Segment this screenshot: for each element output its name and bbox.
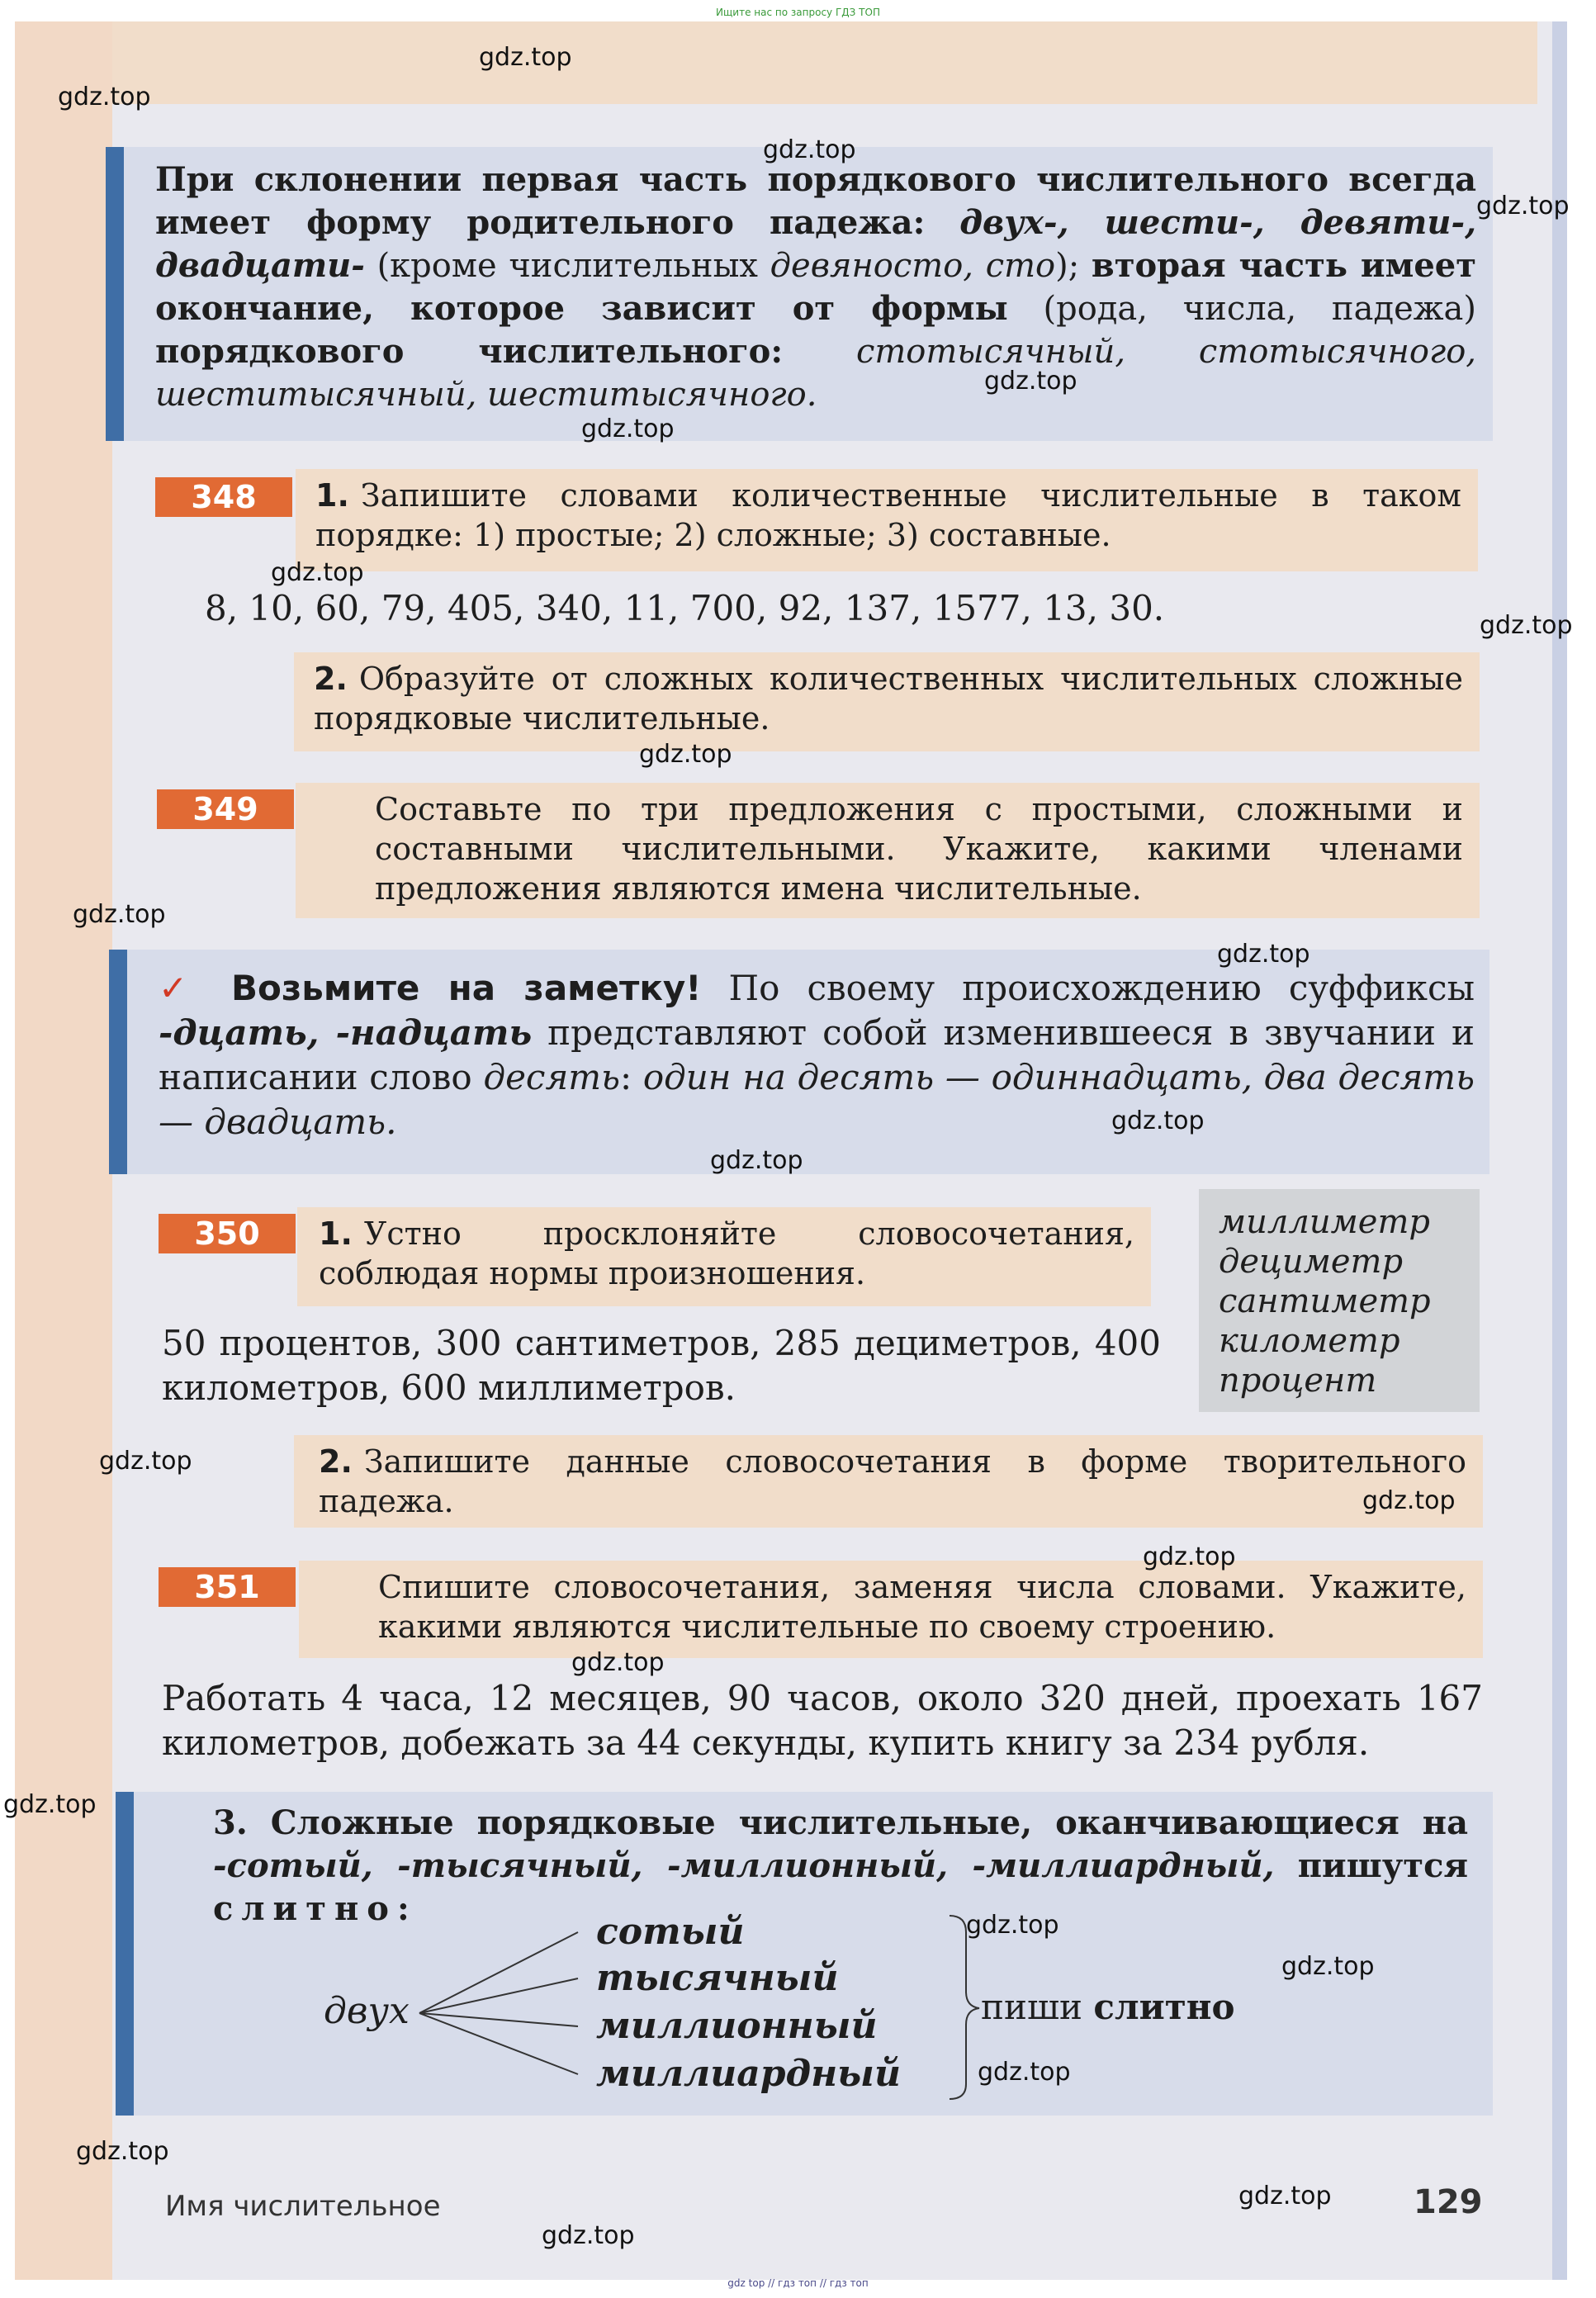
rule-accent-bar [106, 147, 124, 441]
note-text-1: По своему происхождению суффиксы [728, 968, 1475, 1008]
rule-paren-a: (кроме числительных [377, 247, 758, 285]
diagram-branch: сотый [596, 1911, 745, 1953]
exercise-number-348: 348 [155, 477, 292, 517]
task-text: Спишите словосочетания, заменяя числа словами. Укажите, какими являются числительные по своему строению. [378, 1569, 1466, 1645]
watermark: gdz.top [58, 83, 151, 111]
task-number: 1. [315, 477, 349, 514]
watermark: gdz.top [966, 1911, 1059, 1940]
exercise-350-task-1 [297, 1207, 1151, 1306]
rule-paren-italic: девяносто, сто [770, 247, 1056, 285]
rule3-endings: -сотый, -тысячный, -миллионный, -миллиардный, [213, 1846, 1275, 1885]
page-edge [1552, 21, 1567, 2280]
diagram-branch: миллионный [596, 2005, 878, 2047]
footer-links[interactable]: gdz top // гдз топ // гдз топ [727, 2277, 869, 2289]
watermark: gdz.top [1217, 940, 1310, 969]
watermark: gdz.top [571, 1648, 665, 1677]
watermark: gdz.top [1143, 1542, 1236, 1571]
exercise-number-349: 349 [157, 789, 294, 829]
diagram-result-a: пиши [981, 1987, 1083, 2027]
watermark: gdz.top [73, 900, 166, 929]
task-number: 2. [319, 1443, 353, 1480]
exercise-348-task-2 [294, 652, 1480, 751]
rule3-spaced: слитно: [213, 1889, 418, 1928]
watermark: gdz.top [639, 740, 732, 769]
diagram-branch: тысячный [596, 1957, 839, 1999]
task-text: Образуйте от сложных количественных числительных сложные порядковые числительные. [314, 661, 1463, 737]
rule-text-top [155, 159, 1476, 416]
section-title: Имя числительное [165, 2190, 441, 2223]
rule-box-top [106, 147, 1493, 441]
rule-paren-b: ); [1055, 247, 1080, 285]
exercise-350-phrases: 50 процентов, 300 сантиметров, 285 дециметров, 400 километров, 600 миллиметров. [162, 1323, 1161, 1408]
exercise-349-task [296, 783, 1480, 918]
page-number: 129 [1414, 2183, 1483, 2221]
stress-word: сантиметр [1219, 1282, 1431, 1320]
check-icon: ✓ [159, 968, 204, 1008]
note-box [109, 950, 1489, 1174]
note-word: десять [483, 1057, 620, 1097]
exercise-number-351: 351 [159, 1567, 296, 1607]
diagram-stem: двух [324, 1990, 410, 2032]
watermark: gdz.top [542, 2221, 635, 2250]
rule-examples: стотысячный, стотысячного, шеститысячный, шеститысячного. [155, 333, 1476, 414]
exercise-348-task-1 [296, 469, 1478, 571]
stress-word: процент [1219, 1362, 1377, 1400]
task-text: Запишите данные словосочетания в форме творительного падежа. [319, 1443, 1466, 1519]
diagram-result [981, 1987, 1235, 2027]
diagram-result-b: слитно [1093, 1987, 1235, 2027]
top-band [112, 21, 1537, 104]
watermark: gdz.top [479, 43, 572, 72]
note-heading: Возьмите на заметку! [230, 968, 702, 1008]
top-banner-link[interactable]: Ищите нас по запросу ГДЗ ТОП [716, 7, 880, 18]
watermark: gdz.top [763, 135, 856, 164]
rule-sentence-1: При склонении первая часть порядкового числительного всегда имеет форму родительного падежа: [155, 160, 1476, 242]
watermark: gdz.top [76, 2137, 169, 2166]
note-suffixes: -дцать, -надцать [159, 1012, 533, 1053]
task-text: Устно просклоняйте словосочетания, соблюдая нормы произношения. [319, 1215, 1134, 1291]
task-number: 2. [314, 661, 348, 697]
stress-word: дециметр [1219, 1243, 1404, 1281]
watermark: gdz.top [710, 1146, 803, 1175]
rule-prefixes: двух-, шести-, девяти-, двадцати- [155, 203, 1476, 285]
watermark: gdz.top [99, 1447, 192, 1476]
watermark: gdz.top [1476, 192, 1570, 220]
note-text-3: : [619, 1057, 632, 1097]
watermark: gdz.top [581, 415, 675, 443]
diagram-branch: миллиардный [596, 2053, 901, 2095]
rule-sentence-2b: порядкового числительного: [155, 332, 784, 371]
task-number: 1. [319, 1215, 353, 1252]
stress-words-box [1199, 1189, 1480, 1412]
margin-strip [15, 21, 112, 2280]
task-text: Составьте по три предложения с простыми, сложными и составными числительными. Укажите, какими членами предложения являются имена числительные. [375, 791, 1463, 907]
rule3-text: 3. Сложные порядковые числительные, оканчивающиеся на [213, 1803, 1468, 1842]
note-text [159, 966, 1475, 1144]
exercise-348-numbers: 8, 10, 60, 79, 405, 340, 11, 700, 92, 137, 1577, 13, 30. [205, 588, 1165, 628]
watermark: gdz.top [1362, 1486, 1456, 1515]
watermark: gdz.top [271, 558, 364, 587]
watermark: gdz.top [978, 2058, 1071, 2087]
exercise-350-task-2 [294, 1435, 1483, 1528]
rule3-text-2: пишутся [1297, 1846, 1468, 1885]
note-text-2: представляют собой изменившееся в звучании и написании слово [159, 1012, 1475, 1097]
rule-paren-2: (рода, числа, падежа) [1043, 290, 1476, 328]
exercise-number-350: 350 [159, 1214, 296, 1253]
watermark: gdz.top [984, 367, 1077, 396]
watermark: gdz.top [1238, 2182, 1332, 2210]
watermark: gdz.top [1480, 611, 1573, 640]
rule-sentence-2: вторая часть имеет окончание, которое зависит от формы [155, 246, 1477, 328]
note-examples: один на десять — одиннадцать, два десять — двадцать. [159, 1057, 1475, 1142]
watermark: gdz.top [1111, 1106, 1205, 1135]
exercise-351-phrases: Работать 4 часа, 12 месяцев, 90 часов, около 320 дней, проехать 167 километров, добежать за 44 секунды, купить книгу за 234 рубля. [162, 1678, 1483, 1763]
watermark: gdz.top [3, 1790, 97, 1819]
stress-word: километр [1219, 1322, 1400, 1360]
exercise-351-task [299, 1561, 1483, 1658]
task-text: Запишите словами количественные числительные в таком порядке: 1) простые; 2) сложные; 3) составные. [315, 477, 1461, 553]
stress-word: миллиметр [1219, 1203, 1430, 1241]
note-accent-bar [109, 950, 127, 1174]
watermark: gdz.top [1281, 1952, 1375, 1981]
